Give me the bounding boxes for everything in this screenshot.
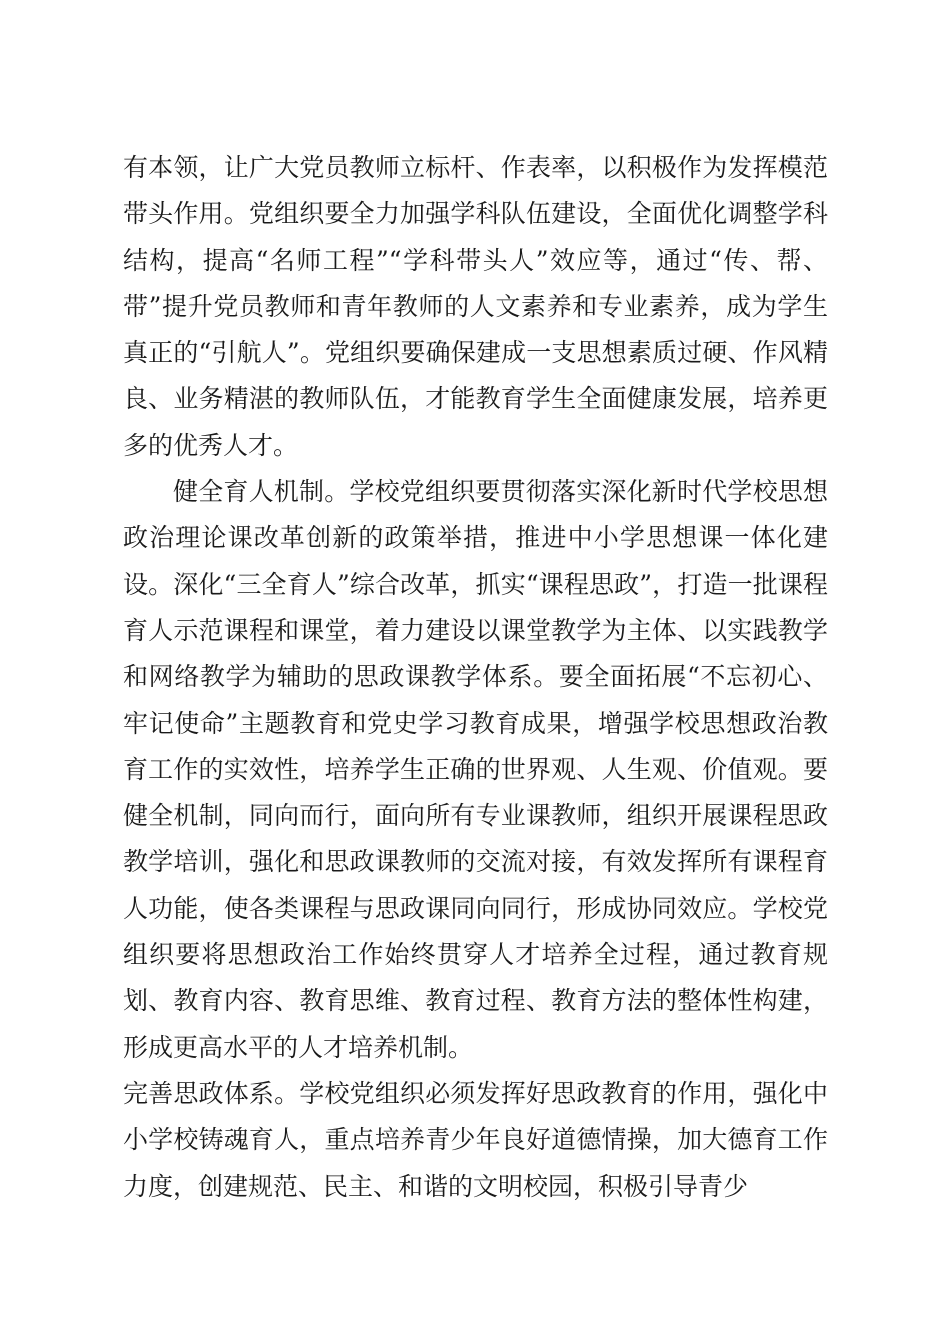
paragraph-ideological-system: 完善思政体系。学校党组织必须发挥好思政教育的作用，强化中小学校铸魂育人，重点培养青少年良好道德情操，加大德育工作力度，创建规范、民主、和谐的文明校园，积极引导青少 bbox=[123, 1078, 828, 1201]
paragraph-education-mechanism: 健全育人机制。学校党组织要贯彻落实深化新时代学校思想政治理论课改革创新的政策举措，推进中小学思想课一体化建设。深化“三全育人”综合改革，抓实“课程思政”，打造一批课程育人示范课程和课堂，着力建设以课堂教学为主体、以实践教学和网络教学为辅助的思政课教学体系。要全面拓展“不忘初心、牢记使命”主题教育和党史学习教育成果，增强学校思想政治教育工作的实效性，培养学生正确的世界观、人生观、价值观。要健全机制，同向而行，面向所有专业课教师，组织开展课程思政教学培训，强化和思政课教师的交流对接，有效发挥所有课程育人功能，使各类课程与思政课同向同行，形成协同效应。学校党组织要将思想政治工作始终贯穿人才培养全过程，通过教育规划、教育内容、教育思维、教育过程、教育方法的整体性构建，形成更高水平的人才培养机制。 bbox=[123, 477, 828, 1062]
document-body bbox=[123, 145, 828, 1210]
paragraph-continuation: 有本领，让广大党员教师立标杆、作表率，以积极作为发挥模范带头作用。党组织要全力加强学科队伍建设，全面优化调整学科结构，提高“名师工程”“学科带头人”效应等，通过“传、帮、带”提升党员教师和青年教师的人文素养和专业素养，成为学生真正的“引航人”。党组织要确保建成一支思想素质过硬、作风精良、业务精湛的教师队伍，才能教育学生全面健康发展，培养更多的优秀人才。 bbox=[123, 153, 828, 460]
